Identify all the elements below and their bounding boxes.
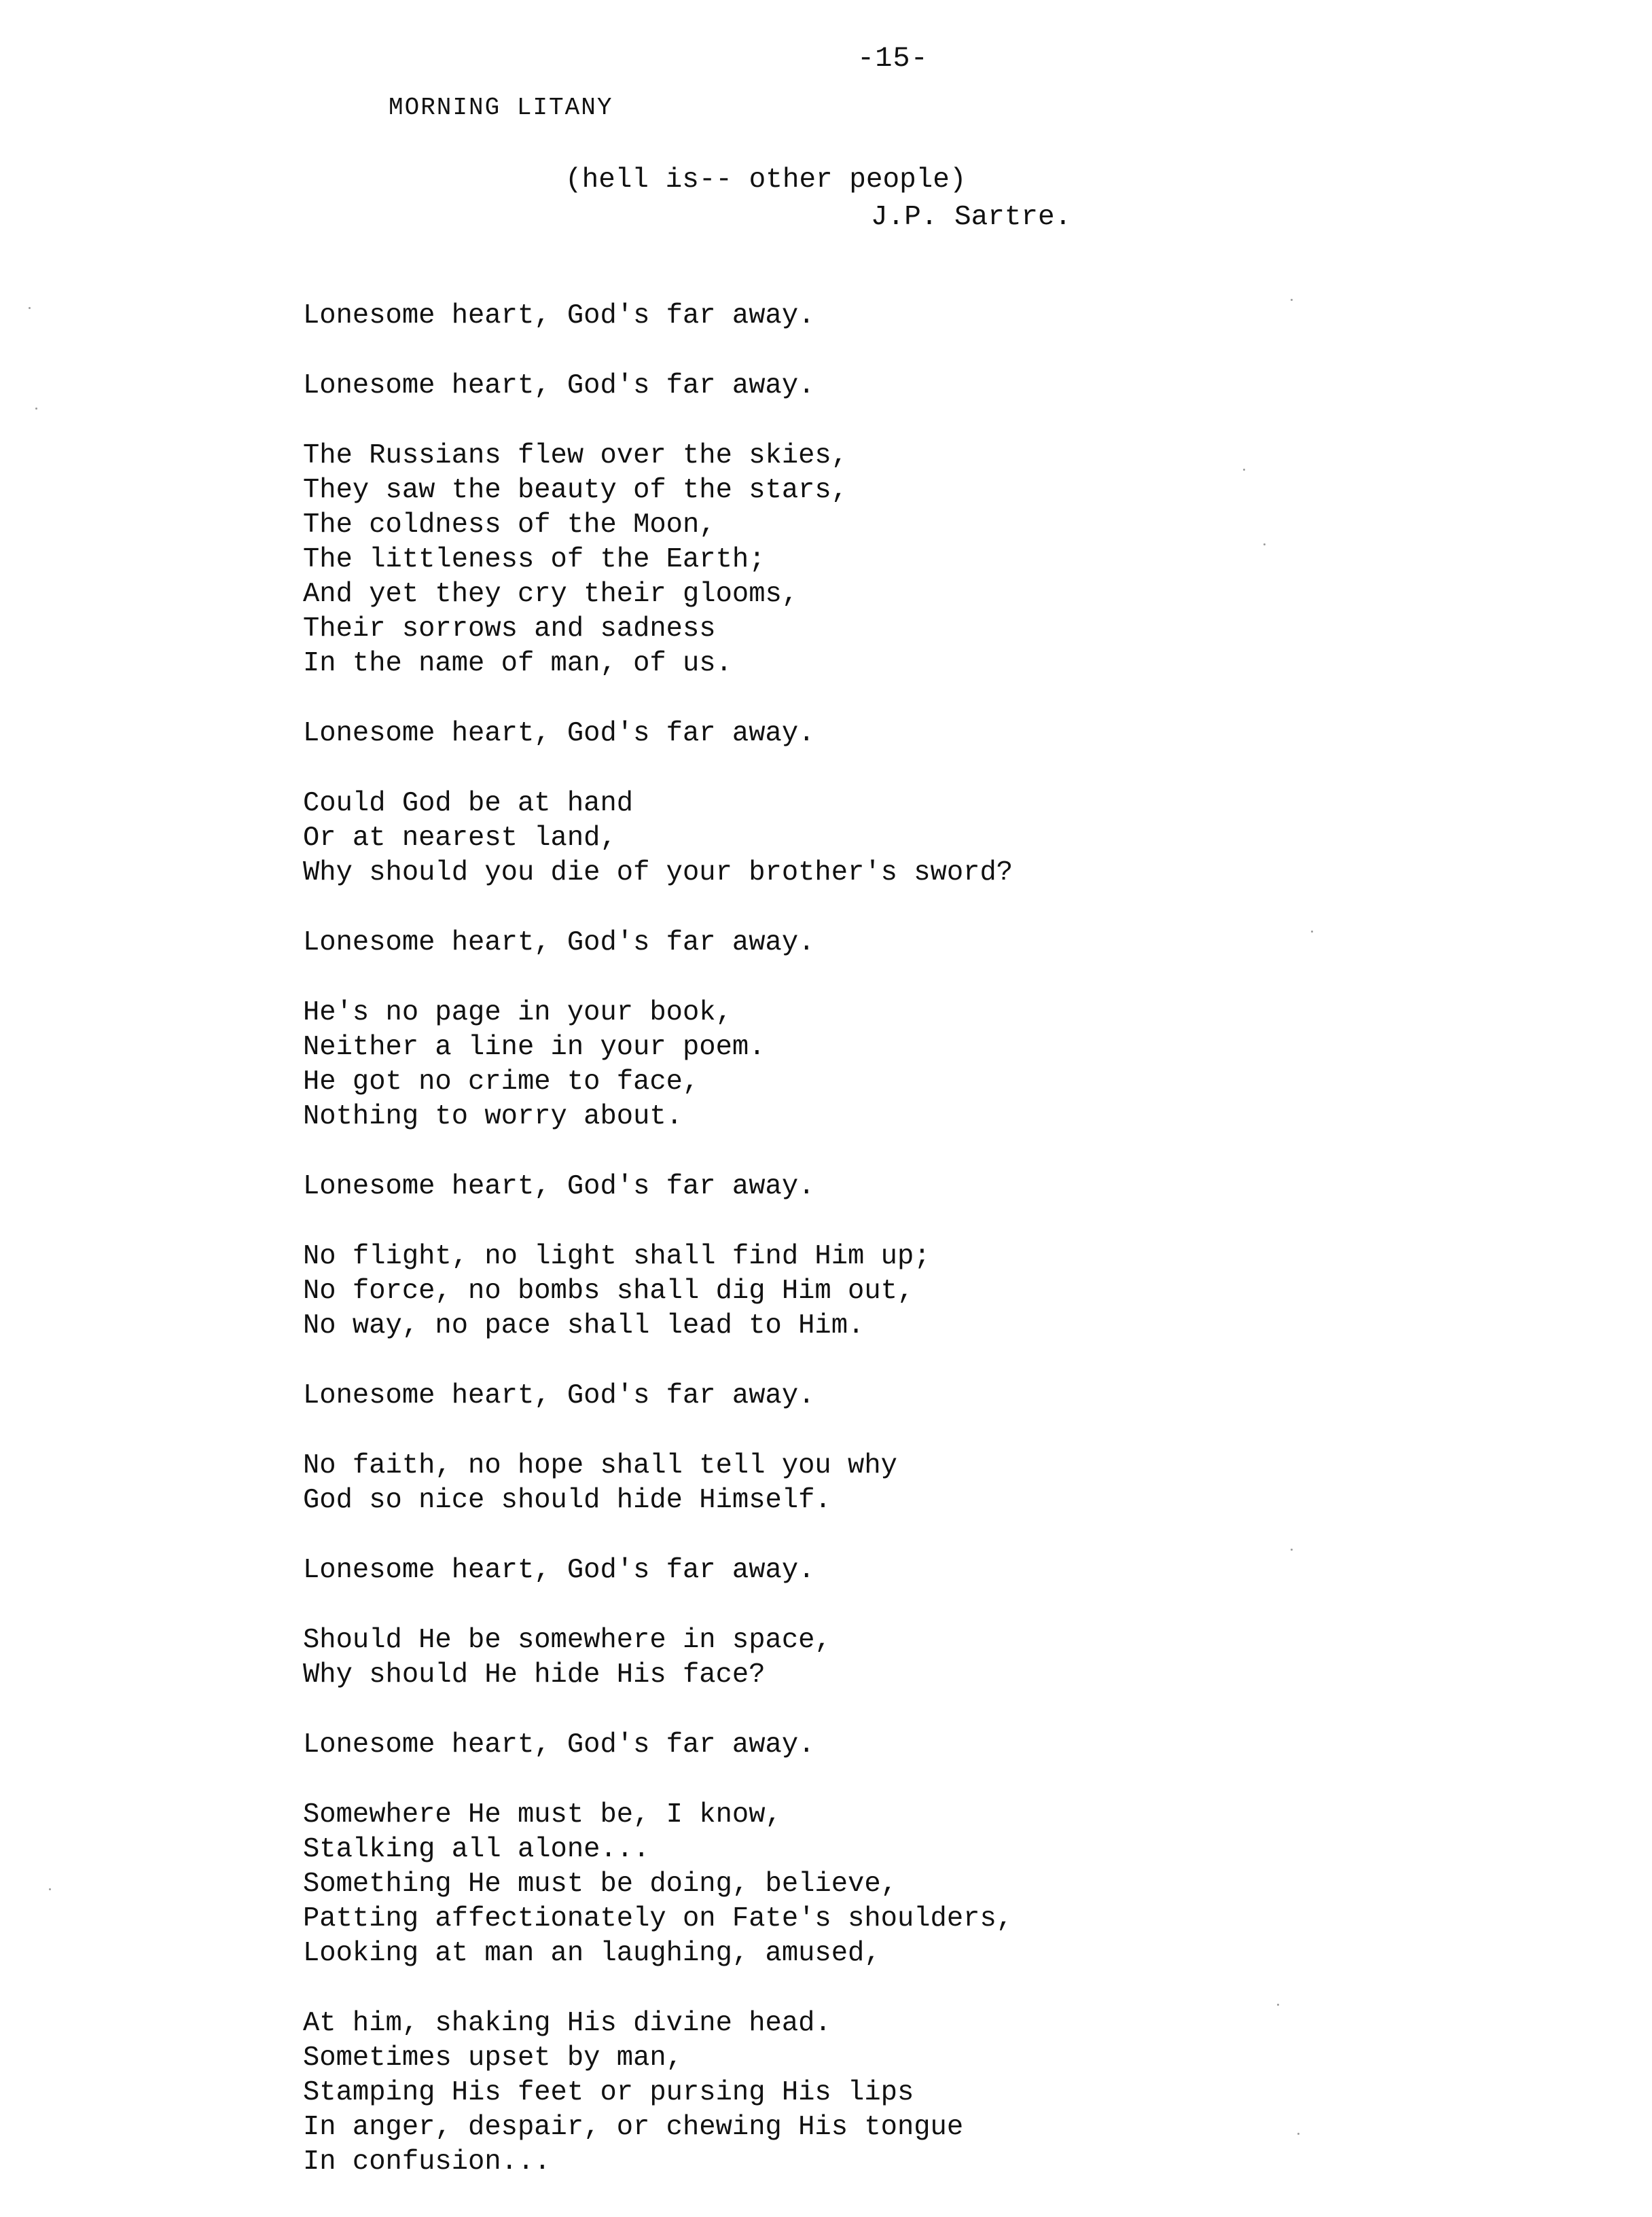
scan-speck <box>1291 1549 1293 1551</box>
poem-line: He got no crime to face, <box>303 1066 700 1098</box>
poem-line: No way, no pace shall lead to Him. <box>303 1310 865 1341</box>
poem-stanza <box>303 926 1458 960</box>
poem-line: Why should He hide His face? <box>303 1659 766 1691</box>
epigraph-quote: (hell is-- other people) <box>565 164 967 196</box>
epigraph <box>565 162 1071 236</box>
scan-speck <box>1263 543 1265 545</box>
poem-line: The Russians flew over the skies, <box>303 440 848 471</box>
scan-speck <box>29 307 31 309</box>
poem-line: Sometimes upset by man, <box>303 2042 683 2074</box>
scan-speck <box>1311 931 1313 933</box>
scan-speck <box>1297 2133 1299 2135</box>
poem-line: Lonesome heart, God's far away. <box>303 1171 815 1202</box>
poem-line: Lonesome heart, God's far away. <box>303 300 815 331</box>
poem-line: Could God be at hand <box>303 788 634 819</box>
poem-stanza <box>303 1379 1458 1413</box>
poem-stanza <box>303 1623 1458 1693</box>
poem-stanza <box>303 1553 1458 1588</box>
scan-speck <box>1277 2004 1279 2006</box>
epigraph-author: J.P. Sartre. <box>871 202 1072 233</box>
poem-stanza <box>303 1798 1458 1971</box>
poem-line: Stalking all alone... <box>303 1834 650 1865</box>
poem-line: In anger, despair, or chewing His tongue <box>303 2112 964 2143</box>
poem-line: Should He be somewhere in space, <box>303 1625 831 1656</box>
poem-line: In the name of man, of us. <box>303 648 732 679</box>
poem-line: God so nice should hide Himself. <box>303 1485 831 1516</box>
poem-line: Lonesome heart, God's far away. <box>303 1729 815 1761</box>
poem-line: Lonesome heart, God's far away. <box>303 718 815 749</box>
poem-stanza <box>303 439 1458 681</box>
scan-speck <box>35 408 37 410</box>
poem-line: Patting affectionately on Fate's shoulders, <box>303 1903 1013 1934</box>
poem-line: In confusion... <box>303 2146 551 2178</box>
poem-stanza <box>303 1449 1458 1518</box>
poem-line: No flight, no light shall find Him up; <box>303 1241 931 1272</box>
poem-line: Lonesome heart, God's far away. <box>303 1555 815 1586</box>
poem-line: Looking at man an laughing, amused, <box>303 1938 881 1969</box>
poem-line: And yet they cry their glooms, <box>303 579 799 610</box>
poem-title: MORNING LITANY <box>389 94 613 122</box>
poem-line: Lonesome heart, God's far away. <box>303 370 815 401</box>
poem-line: Stamping His feet or pursing His lips <box>303 2077 914 2108</box>
poem-stanza <box>303 1240 1458 1344</box>
poem-stanza <box>303 717 1458 751</box>
poem-line: Why should you die of your brother's sword? <box>303 857 1013 888</box>
poem-stanza <box>303 996 1458 1134</box>
poem-line: The littleness of the Earth; <box>303 544 766 575</box>
poem-line: Nothing to worry about. <box>303 1101 683 1132</box>
poem-line: The coldness of the Moon, <box>303 509 716 541</box>
poem-stanza <box>303 2006 1458 2180</box>
poem-line: Or at nearest land, <box>303 823 617 854</box>
scan-speck <box>49 1888 51 1890</box>
page-number: -15- <box>857 42 929 75</box>
poem-line: He's no page in your book, <box>303 997 732 1028</box>
poem-stanza <box>303 1728 1458 1763</box>
poem-line: Lonesome heart, God's far away. <box>303 927 815 958</box>
poem-line: Lonesome heart, God's far away. <box>303 1380 815 1411</box>
poem-line: Somewhere He must be, I know, <box>303 1799 782 1831</box>
poem-line: No force, no bombs shall dig Him out, <box>303 1276 914 1307</box>
poem-body <box>303 299 1458 2215</box>
poem-line: No faith, no hope shall tell you why <box>303 1450 897 1481</box>
poem-line: Something He must be doing, believe, <box>303 1869 897 1900</box>
poem-stanza <box>303 1170 1458 1204</box>
scan-speck <box>1291 299 1293 301</box>
scan-speck <box>1243 469 1245 471</box>
poem-line: Their sorrows and sadness <box>303 613 716 645</box>
poem-line: Neither a line in your poem. <box>303 1032 766 1063</box>
poem-stanza <box>303 787 1458 890</box>
poem-stanza <box>303 299 1458 334</box>
poem-line: At him, shaking His divine head. <box>303 2008 831 2039</box>
poem-stanza <box>303 369 1458 403</box>
poem-line: They saw the beauty of the stars, <box>303 475 848 506</box>
